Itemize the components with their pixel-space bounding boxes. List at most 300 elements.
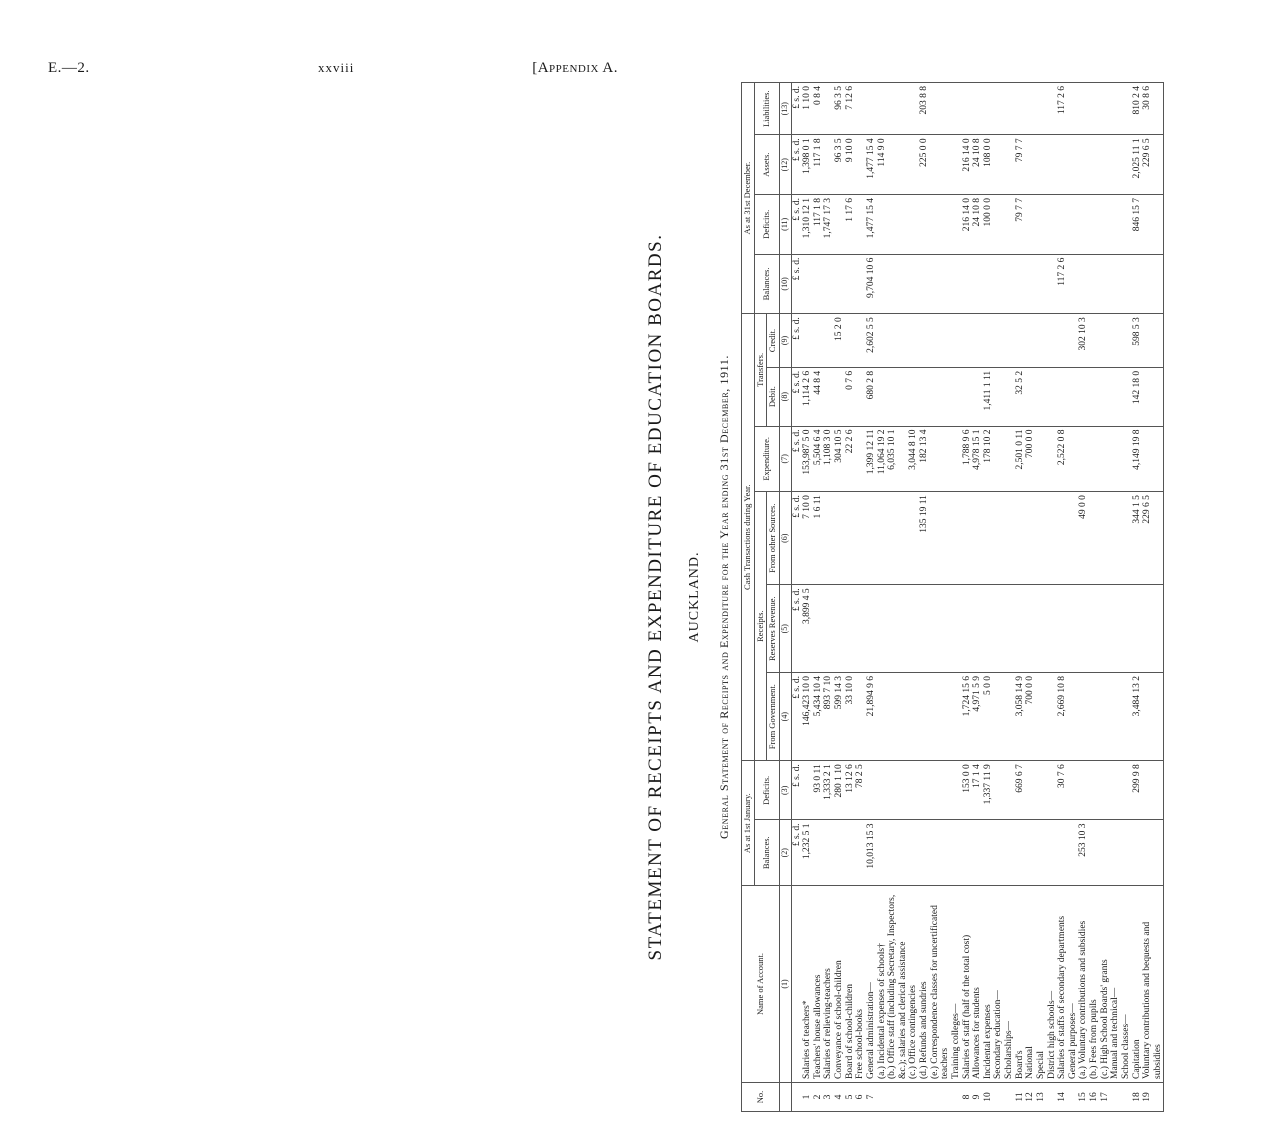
cell-c3 (866, 761, 877, 820)
cell-c2 (930, 820, 951, 886)
colno-3: (3) (779, 761, 791, 820)
table-row (823, 83, 834, 1112)
cell-c9 (855, 314, 866, 368)
cell-c4 (877, 673, 888, 761)
cell-c5 (1110, 585, 1121, 673)
cell-c7 (1142, 426, 1164, 492)
cell-c11: 79 7 7 (1015, 195, 1026, 255)
row-number: 1 (802, 1083, 813, 1112)
cell-c9 (1036, 314, 1047, 368)
cell-c6 (962, 492, 973, 585)
cell-c5 (877, 585, 888, 673)
table-row (1047, 83, 1058, 1112)
units-c4: £ s. d. (791, 673, 802, 761)
cell-c7: 153,987 5 0 (802, 426, 813, 492)
cell-c7: 1,108 3 0 (823, 426, 834, 492)
cell-c3 (951, 761, 962, 820)
cell-c5 (993, 585, 1004, 673)
row-number: 5 (845, 1083, 856, 1112)
cell-c6 (972, 492, 983, 585)
cell-c13 (1100, 83, 1111, 135)
cell-c13: 203 8 8 (919, 83, 930, 135)
cell-c11 (1100, 195, 1111, 255)
cell-c13 (993, 83, 1004, 135)
cell-c5 (962, 585, 973, 673)
cell-c12: 108 0 0 (983, 135, 994, 195)
region-heading: AUCKLAND. (687, 551, 702, 643)
row-number (951, 1083, 962, 1112)
cell-c9 (919, 314, 930, 368)
units-c11: £ s. d. (791, 195, 802, 255)
cell-c7 (1089, 426, 1100, 492)
cell-c12 (908, 135, 919, 195)
cell-c2 (983, 820, 994, 886)
account-name: Salaries of teachers* (802, 886, 813, 1083)
row-number (1121, 1083, 1132, 1112)
cell-c2 (1047, 820, 1058, 886)
cell-c8 (1121, 367, 1132, 426)
cell-c5: 3,899 4 5 (802, 585, 813, 673)
cell-c9 (1004, 314, 1015, 368)
cell-c12: 225 0 0 (919, 135, 930, 195)
row-number (1110, 1083, 1121, 1112)
account-name: National (1025, 886, 1036, 1083)
cell-c8 (1110, 367, 1121, 426)
cell-c11 (877, 195, 888, 255)
row-number (919, 1083, 930, 1112)
cell-c3 (887, 761, 908, 820)
table-row (1036, 83, 1047, 1112)
row-number: 4 (834, 1083, 845, 1112)
cell-c2: 1,232 5 1 (802, 820, 813, 886)
cell-c7 (930, 426, 951, 492)
cell-c11: 846 15 7 (1132, 195, 1143, 255)
table-row (972, 83, 983, 1112)
row-number: 13 (1036, 1083, 1047, 1112)
cell-c6 (1025, 492, 1036, 585)
cell-c7 (1004, 426, 1015, 492)
cell-c3 (1036, 761, 1047, 820)
cell-c13 (962, 83, 973, 135)
group-transfers: Transfers. (754, 314, 767, 426)
cell-c9 (962, 314, 973, 368)
cell-c7 (1078, 426, 1089, 492)
cell-c10 (983, 254, 994, 314)
cell-c4: 33 10 0 (845, 673, 856, 761)
cell-c6 (1004, 492, 1015, 585)
appendix-label: [Appendix A. (532, 60, 618, 76)
cell-c6: 49 0 0 (1078, 492, 1089, 585)
account-name: (c.) High School Boards' grants (1100, 886, 1111, 1083)
cell-c12: 9 10 0 (845, 135, 856, 195)
cell-c13: 0 8 4 (813, 83, 824, 135)
cell-c3: 13 12 6 (845, 761, 856, 820)
column-number-row (779, 83, 791, 1112)
cell-c10 (930, 254, 951, 314)
colno-12: (12) (779, 135, 791, 195)
row-number: 16 (1089, 1083, 1100, 1112)
cell-c9 (1025, 314, 1036, 368)
cell-c2 (1025, 820, 1036, 886)
table-row (1142, 83, 1164, 1112)
cell-c10 (1004, 254, 1015, 314)
cell-c3 (877, 761, 888, 820)
cell-c7 (855, 426, 866, 492)
cell-c3: 78 2 5 (855, 761, 866, 820)
cell-c12 (1025, 135, 1036, 195)
col-balances-dec: Balances. (754, 254, 779, 314)
cell-c5 (1004, 585, 1015, 673)
cell-c6: 344 1 5 (1132, 492, 1143, 585)
cell-c2 (951, 820, 962, 886)
cell-c10 (823, 254, 834, 314)
cell-c11: 117 1 8 (813, 195, 824, 255)
account-name: School classes— (1121, 886, 1132, 1083)
group-jan: As at 1st January. (742, 761, 755, 886)
cell-c10 (951, 254, 962, 314)
cell-c6: 7 10 0 (802, 492, 813, 585)
cell-c5 (1015, 585, 1026, 673)
row-number (877, 1083, 888, 1112)
row-number: 7 (866, 1083, 877, 1112)
cell-c11 (919, 195, 930, 255)
row-number: 19 (1142, 1083, 1164, 1112)
units-c5: £ s. d. (791, 585, 802, 673)
cell-c12: 96 3 5 (834, 135, 845, 195)
account-name: Secondary education— (993, 886, 1004, 1083)
cell-c12 (1110, 135, 1121, 195)
cell-c3 (930, 761, 951, 820)
cell-c8 (1047, 367, 1058, 426)
cell-c4: 3,058 14 9 (1015, 673, 1026, 761)
colno-11: (11) (779, 195, 791, 255)
cell-c10 (802, 254, 813, 314)
account-name: Conveyance of school-children (834, 886, 845, 1083)
cell-c8: 1,411 1 11 (983, 367, 994, 426)
cell-c3: 299 9 8 (1132, 761, 1143, 820)
account-name: General administration— (866, 886, 877, 1083)
table-row (1121, 83, 1132, 1112)
cell-c13: 7 12 6 (845, 83, 856, 135)
cell-c3 (1078, 761, 1089, 820)
cell-c4: 1,724 15 6 (962, 673, 973, 761)
cell-c7: 2,501 0 11 (1015, 426, 1026, 492)
cell-c7: 700 0 0 (1025, 426, 1036, 492)
cell-c8 (930, 367, 951, 426)
cell-c4 (908, 673, 919, 761)
cell-c12 (993, 135, 1004, 195)
cell-c6 (1036, 492, 1047, 585)
cell-c4: 700 0 0 (1025, 673, 1036, 761)
cell-c11 (1057, 195, 1068, 255)
cell-c11 (993, 195, 1004, 255)
cell-c13 (1004, 83, 1015, 135)
cell-c9 (1068, 314, 1079, 368)
table-row (1110, 83, 1121, 1112)
cell-c4 (1047, 673, 1058, 761)
cell-c4: 5,434 10 4 (813, 673, 824, 761)
table-row (1078, 83, 1089, 1112)
cell-c9: 598 5 3 (1132, 314, 1143, 368)
cell-c13: 117 2 6 (1057, 83, 1068, 135)
account-name: (b.) Office staff (including Secretary, Inspectors, &c.); salaries and clerical assistance (887, 886, 908, 1083)
cell-c6 (1057, 492, 1068, 585)
account-name: District high schools— (1047, 886, 1058, 1083)
cell-c5 (983, 585, 994, 673)
col-from-government: From Government. (767, 673, 780, 761)
cell-c8 (823, 367, 834, 426)
table-row (1057, 83, 1068, 1112)
cell-c12: 114 9 0 (877, 135, 888, 195)
cell-c8 (919, 367, 930, 426)
cell-c9 (1047, 314, 1058, 368)
cell-c8 (887, 367, 908, 426)
cell-c12: 1,477 15 4 (866, 135, 877, 195)
cell-c10: 9,704 10 6 (866, 254, 877, 314)
colno-2: (2) (779, 820, 791, 886)
cell-c3: 17 1 4 (972, 761, 983, 820)
cell-c9 (1110, 314, 1121, 368)
cell-c11: 1 17 6 (845, 195, 856, 255)
cell-c5 (1089, 585, 1100, 673)
cell-c13 (877, 83, 888, 135)
units-c10: £ s. d. (791, 254, 802, 314)
col-credit: Credit. (767, 314, 780, 368)
cell-c12 (1057, 135, 1068, 195)
cell-c3: 153 0 0 (962, 761, 973, 820)
cell-c10 (855, 254, 866, 314)
cell-c3 (1142, 761, 1164, 820)
cell-c10 (993, 254, 1004, 314)
cell-c13 (1036, 83, 1047, 135)
cell-c3 (993, 761, 1004, 820)
row-number: 15 (1078, 1083, 1089, 1112)
col-deficits-dec: Deficits. (754, 195, 779, 255)
cell-c12: 216 14 0 (962, 135, 973, 195)
cell-c10 (1142, 254, 1164, 314)
units-blank-no (791, 1083, 802, 1112)
row-number: 9 (972, 1083, 983, 1112)
cell-c10 (908, 254, 919, 314)
group-header-row (742, 83, 755, 1112)
cell-c11 (834, 195, 845, 255)
cell-c8 (1100, 367, 1111, 426)
cell-c4 (855, 673, 866, 761)
cell-c3 (1121, 761, 1132, 820)
row-number (993, 1083, 1004, 1112)
cell-c11 (887, 195, 908, 255)
cell-c4 (1121, 673, 1132, 761)
cell-c2 (1004, 820, 1015, 886)
cell-c11 (1036, 195, 1047, 255)
cell-c13 (1068, 83, 1079, 135)
row-number: 6 (855, 1083, 866, 1112)
cell-c11: 1,477 15 4 (866, 195, 877, 255)
cell-c9 (877, 314, 888, 368)
cell-c4 (930, 673, 951, 761)
cell-c10 (919, 254, 930, 314)
cell-c11: 100 0 0 (983, 195, 994, 255)
cell-c7 (951, 426, 962, 492)
cell-c6 (866, 492, 877, 585)
cell-c12 (1047, 135, 1058, 195)
cell-c11 (1078, 195, 1089, 255)
cell-c13 (1047, 83, 1058, 135)
cell-c12 (887, 135, 908, 195)
cell-c2: 10,013 15 3 (866, 820, 877, 886)
account-name: Free school-books (855, 886, 866, 1083)
cell-c11 (1089, 195, 1100, 255)
cell-c4 (1089, 673, 1100, 761)
cell-c4: 2,669 10 8 (1057, 673, 1068, 761)
cell-c12: 79 7 7 (1015, 135, 1026, 195)
row-number: 12 (1025, 1083, 1036, 1112)
cell-c9 (1015, 314, 1026, 368)
cell-c12 (823, 135, 834, 195)
account-name: Salaries of staff (half of the total cost) (962, 886, 973, 1083)
cell-c10 (962, 254, 973, 314)
cell-c2: 253 10 3 (1078, 820, 1089, 886)
cell-c6: 1 6 11 (813, 492, 824, 585)
units-c3: £ s. d. (791, 761, 802, 820)
cell-c2 (845, 820, 856, 886)
cell-c2 (887, 820, 908, 886)
cell-c11 (1121, 195, 1132, 255)
cell-c8: 142 18 0 (1132, 367, 1143, 426)
cell-c10 (877, 254, 888, 314)
cell-c9 (1057, 314, 1068, 368)
cell-c12: 2,025 11 1 (1132, 135, 1143, 195)
cell-c13 (1025, 83, 1036, 135)
cell-c11 (908, 195, 919, 255)
cell-c10 (1025, 254, 1036, 314)
cell-c9 (1142, 314, 1164, 368)
group-cash: Cash Transactions during Year. (742, 314, 755, 761)
cell-c10 (1132, 254, 1143, 314)
account-name: (e.) Correspondence classes for uncertificated teachers (930, 886, 951, 1083)
cell-c5 (908, 585, 919, 673)
row-number: 2 (813, 1083, 824, 1112)
cell-c4 (1100, 673, 1111, 761)
colno-4: (4) (779, 673, 791, 761)
cell-c2 (823, 820, 834, 886)
cell-c5 (972, 585, 983, 673)
cell-c3 (1025, 761, 1036, 820)
cell-c2 (1121, 820, 1132, 886)
cell-c5 (1047, 585, 1058, 673)
account-name: Board of school-children (845, 886, 856, 1083)
row-number: 11 (1015, 1083, 1026, 1112)
cell-c7: 178 10 2 (983, 426, 994, 492)
cell-c7 (1036, 426, 1047, 492)
cell-c13 (887, 83, 908, 135)
units-c8: £ s. d. (791, 367, 802, 426)
cell-c13: 810 2 4 (1132, 83, 1143, 135)
units-c6: £ s. d. (791, 492, 802, 585)
cell-c2 (855, 820, 866, 886)
colno-10: (10) (779, 254, 791, 314)
cell-c3 (1100, 761, 1111, 820)
cell-c13 (1110, 83, 1121, 135)
units-blank-acc (791, 886, 802, 1083)
cell-c8: 44 8 4 (813, 367, 824, 426)
cell-c8 (951, 367, 962, 426)
cell-c13 (983, 83, 994, 135)
cell-c5 (1142, 585, 1164, 673)
cell-c7: 1,788 9 6 (962, 426, 973, 492)
cell-c6 (1110, 492, 1121, 585)
cell-c11 (930, 195, 951, 255)
cell-c3: 30 7 6 (1057, 761, 1068, 820)
col-account-header (742, 886, 780, 1083)
cell-c6 (951, 492, 962, 585)
cell-c13 (1089, 83, 1100, 135)
cell-c10 (845, 254, 856, 314)
cell-c13: 96 3 5 (834, 83, 845, 135)
cell-c11 (1004, 195, 1015, 255)
group-receipts: Receipts. (754, 492, 767, 761)
cell-c5 (919, 585, 930, 673)
cell-c3 (1089, 761, 1100, 820)
table-row (962, 83, 973, 1112)
units-c13: £ s. d. (791, 83, 802, 135)
cell-c3: 93 0 11 (813, 761, 824, 820)
cell-c8: 1,114 2 6 (802, 367, 813, 426)
account-name: (c.) Office contingencies (908, 886, 919, 1083)
cell-c5 (813, 585, 824, 673)
colno-13: (13) (779, 83, 791, 135)
row-number: 17 (1100, 1083, 1111, 1112)
table-row (908, 83, 919, 1112)
table-row (993, 83, 1004, 1112)
cell-c10 (813, 254, 824, 314)
cell-c2 (919, 820, 930, 886)
col-account-label: Name of Account. (754, 952, 765, 1016)
table-row (919, 83, 930, 1112)
row-number: 14 (1057, 1083, 1068, 1112)
cell-c7: 22 2 6 (845, 426, 856, 492)
cell-c2 (1132, 820, 1143, 886)
cell-c13 (951, 83, 962, 135)
cell-c13 (866, 83, 877, 135)
table-row (1068, 83, 1079, 1112)
cell-c11: 216 14 0 (962, 195, 973, 255)
cell-c12: 24 10 8 (972, 135, 983, 195)
account-name: Voluntary contributions and bequests and subsidies (1142, 886, 1164, 1083)
cell-c6 (1015, 492, 1026, 585)
cell-c3 (1068, 761, 1079, 820)
cell-c13: 30 8 6 (1142, 83, 1164, 135)
cell-c2 (972, 820, 983, 886)
row-number (1047, 1083, 1058, 1112)
cell-c12 (1036, 135, 1047, 195)
cell-c7 (1121, 426, 1132, 492)
account-name: Allowances for students (972, 886, 983, 1083)
cell-c8 (908, 367, 919, 426)
cell-c8 (962, 367, 973, 426)
cell-c13 (855, 83, 866, 135)
cell-c9 (930, 314, 951, 368)
cell-c6 (908, 492, 919, 585)
cell-c10 (1036, 254, 1047, 314)
cell-c6 (823, 492, 834, 585)
account-name: Board's (1015, 886, 1026, 1083)
cell-c7: 5,504 6 4 (813, 426, 824, 492)
cell-c4: 21,894 9 6 (866, 673, 877, 761)
cell-c5 (1068, 585, 1079, 673)
col-balances-jan: Balances. (754, 820, 779, 886)
colno-8: (8) (779, 367, 791, 426)
